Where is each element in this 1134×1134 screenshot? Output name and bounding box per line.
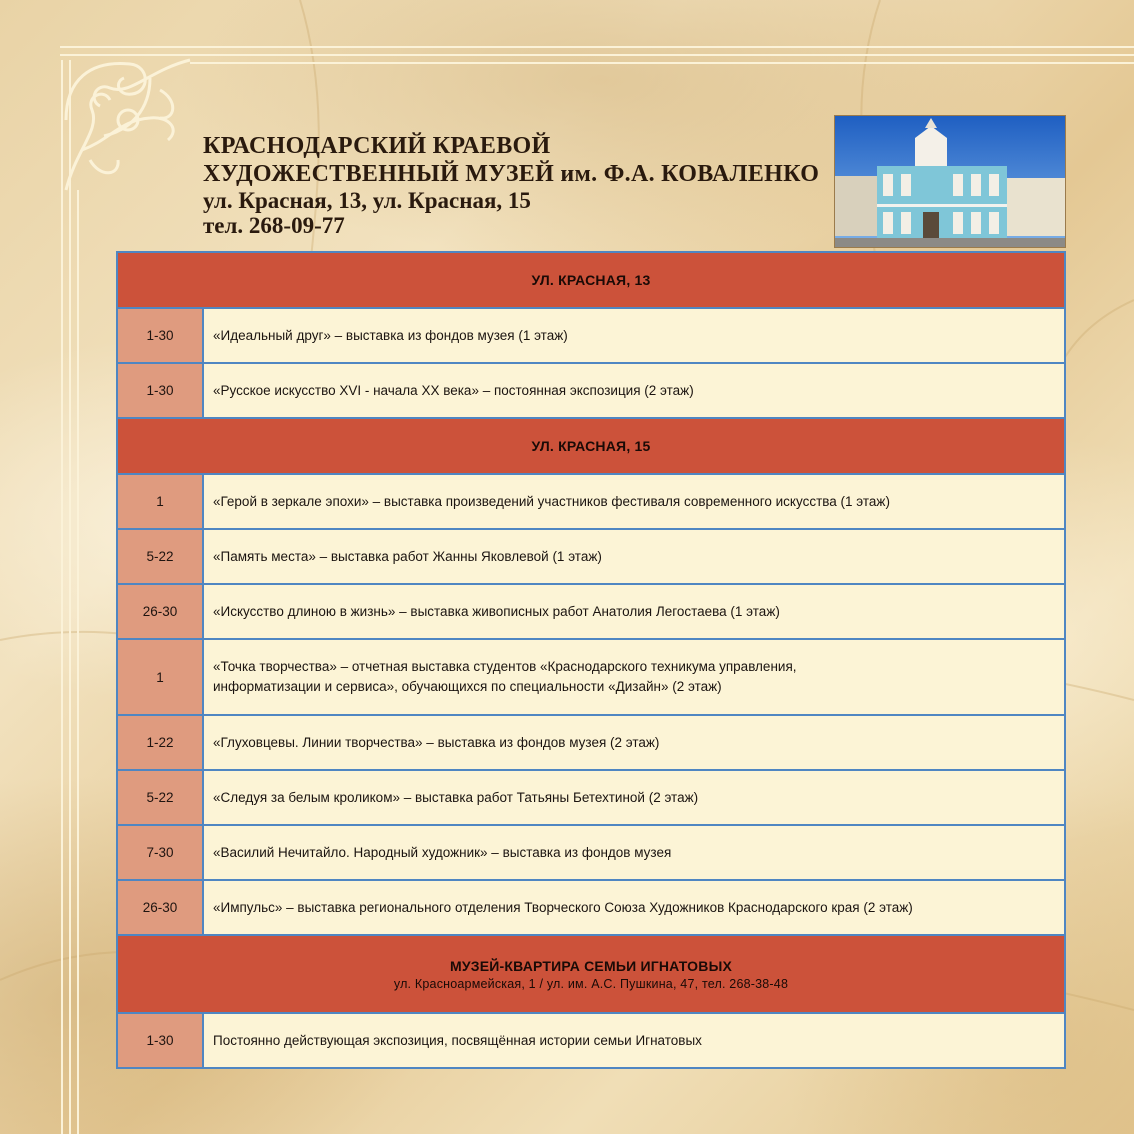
description-cell	[203, 880, 1065, 935]
description-cell	[203, 639, 1065, 715]
description-cell	[203, 363, 1065, 418]
section-header-cell	[117, 252, 1065, 308]
section-title: МУЗЕЙ-КВАРТИРА СЕМЬИ ИГНАТОВЫХ	[449, 957, 733, 974]
description-text: «Идеальный друг» – выставка из фондов музея (1 этаж)	[213, 327, 568, 343]
date-cell: 5-22	[117, 529, 203, 584]
date-cell: 1-30	[117, 363, 203, 418]
schedule-row	[117, 715, 1065, 770]
museum-title	[203, 132, 828, 238]
date-cell: 26-30	[117, 880, 203, 935]
schedule-row	[117, 770, 1065, 825]
schedule-row	[117, 825, 1065, 880]
date-cell: 1	[117, 474, 203, 529]
schedule-row	[117, 308, 1065, 363]
description-cell	[203, 770, 1065, 825]
description-text: «Следуя за белым кроликом» – выставка работ Татьяны Бетехтиной (2 этаж)	[213, 789, 699, 805]
section-header-row	[117, 252, 1065, 308]
section-subtitle: ул. Красноармейская, 1 / ул. им. А.С. Пушкина, 47, тел. 268-38-48	[393, 976, 789, 991]
schedule-row	[117, 880, 1065, 935]
section-header-cell	[117, 418, 1065, 474]
description-cell	[203, 529, 1065, 584]
description-cell	[203, 825, 1065, 880]
date-cell: 1-22	[117, 715, 203, 770]
description-text: «Русское искусство XVI - начала XX века» – постоянная экспозиция (2 этаж)	[213, 382, 694, 398]
section-header-row	[117, 935, 1065, 1013]
title-line-1: КРАСНОДАРСКИЙ КРАЕВОЙ	[203, 133, 551, 159]
date-cell: 1-30	[117, 1013, 203, 1068]
date-cell: 5-22	[117, 770, 203, 825]
exhibition-schedule-table	[116, 251, 1066, 1069]
date-cell: 1	[117, 639, 203, 715]
description-text: «Искусство длиною в жизнь» – выставка живописных работ Анатолия Легостаева (1 этаж)	[213, 603, 780, 619]
description-text: «Точка творчества» – отчетная выставка студентов «Краснодарского техникума управления,	[213, 659, 797, 674]
address-line: ул. Красная, 13, ул. Красная, 15	[203, 188, 531, 213]
phone-line: тел. 268-09-77	[203, 213, 345, 238]
title-line-2: ХУДОЖЕСТВЕННЫЙ МУЗЕЙ им. Ф.А. КОВАЛЕНКО	[203, 161, 820, 187]
date-cell: 26-30	[117, 584, 203, 639]
description-cell	[203, 308, 1065, 363]
schedule-row	[117, 529, 1065, 584]
schedule-row	[117, 639, 1065, 715]
description-cell	[203, 1013, 1065, 1068]
schedule-row	[117, 474, 1065, 529]
description-text: «Импульс» – выставка регионального отделения Творческого Союза Художников Краснодарского края (2 этаж)	[213, 899, 913, 915]
section-header-row	[117, 418, 1065, 474]
description-text: «Герой в зеркале эпохи» – выставка произведений участников фестиваля современного искусства (1 этаж)	[213, 493, 890, 509]
date-cell: 1-30	[117, 308, 203, 363]
description-cell	[203, 584, 1065, 639]
schedule-row	[117, 363, 1065, 418]
date-cell: 7-30	[117, 825, 203, 880]
description-text: «Василий Нечитайло. Народный художник» – выставка из фондов музея	[213, 844, 672, 860]
section-title: УЛ. КРАСНАЯ, 13	[531, 272, 651, 288]
description-cell	[203, 715, 1065, 770]
schedule-row	[117, 584, 1065, 639]
section-title: УЛ. КРАСНАЯ, 15	[531, 438, 651, 454]
schedule-row	[117, 1013, 1065, 1068]
description-cell	[203, 474, 1065, 529]
museum-building-photo	[834, 115, 1066, 248]
description-text: «Глуховцевы. Линии творчества» – выставка из фондов музея (2 этаж)	[213, 734, 660, 750]
description-text: «Память места» – выставка работ Жанны Яковлевой (1 этаж)	[213, 548, 602, 564]
description-text-line-2: информатизации и сервиса», обучающихся по специальности «Дизайн» (2 этаж)	[213, 679, 722, 694]
section-header-cell	[117, 935, 1065, 1013]
description-text: Постоянно действующая экспозиция, посвящённая истории семьи Игнатовых	[213, 1032, 702, 1048]
